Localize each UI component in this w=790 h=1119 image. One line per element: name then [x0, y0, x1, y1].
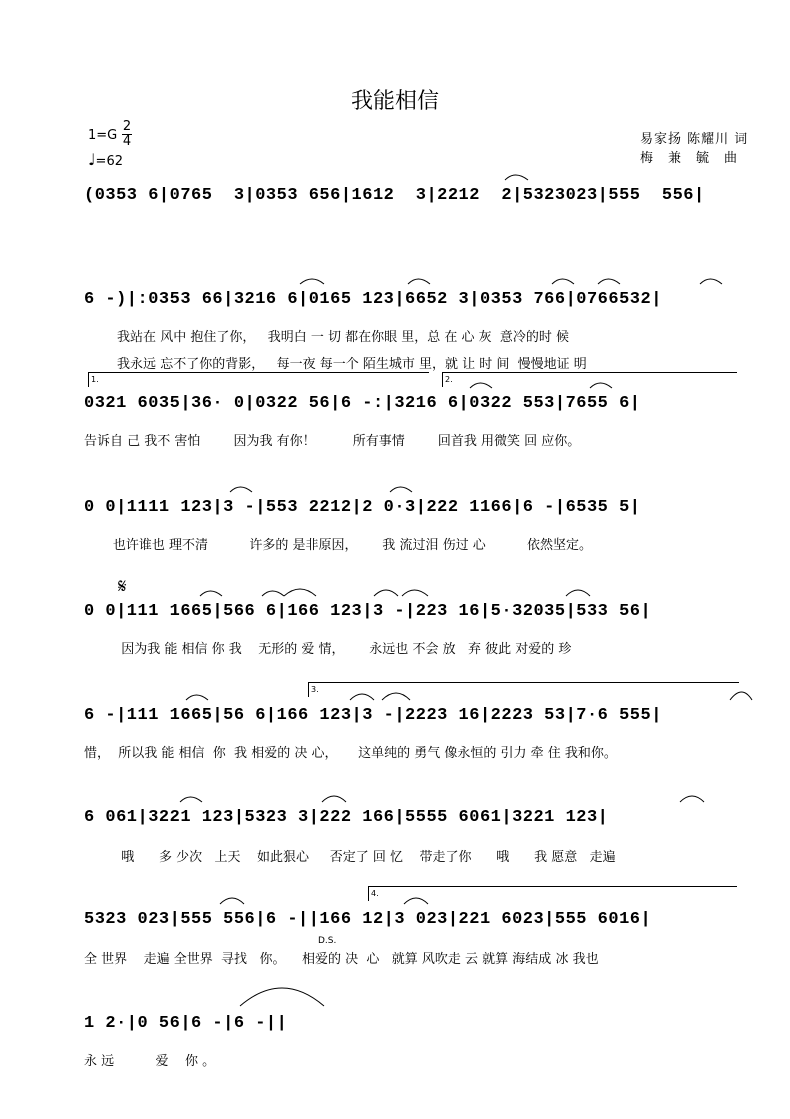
slur [180, 797, 202, 802]
lyric-row-8: 全 世界 走遍 全世界 寻找 你。 相爱的 决 心 就算 风吹走 云 就算 海结成 冰 我也 [84, 952, 599, 967]
quarter-note-icon: ♩ [88, 150, 96, 169]
slur [552, 279, 574, 284]
lyric-row-2a: 我站在 风中 抱住了你， 我明白 一 切 都在你眼 里，总 在 心 灰 意冷的时 候 [84, 330, 570, 345]
music-row-6: 6 -|111 1665|56 6|166 123|3 -|2223 16|2223 53|7·6 555| [84, 706, 662, 725]
time-bottom: 4 [122, 134, 132, 149]
slur [402, 590, 428, 596]
ds-marking: D.S. [318, 936, 337, 946]
slur [186, 695, 208, 700]
lyric-row-5: 因为我 能 相信 你 我 无形的 爱 情， 永远也 不会 放 弃 彼此 对爱的 珍 [84, 642, 572, 657]
ending-number-2: 2. [445, 375, 453, 384]
lyricist-credit: 易家扬 陈耀川 词 [640, 132, 749, 147]
music-row-9: 1 2·|0 56|6 -|6 -|| [84, 1014, 288, 1033]
lyric-row-3: 告诉自 己 我不 害怕 因为我 有你！ 所有事情 回首我 用微笑 回 应你。 [84, 434, 581, 449]
slur [680, 796, 704, 802]
slur [220, 898, 244, 904]
slur [322, 796, 346, 802]
page-title: 我能相信 [350, 89, 439, 114]
slur [374, 590, 398, 596]
slur [390, 487, 412, 492]
lyric-row-4: 也许谁也 理不清 许多的 是非原因， 我 流过泪 伤过 心 依然坚定。 [84, 538, 593, 553]
music-row-1: (0353 6|0765 3|0353 656|1612 3|2212 2|5323023|555 556| [84, 186, 705, 205]
slur [700, 279, 722, 284]
lyric-row-6: 惜， 所以我 能 相信 你 我 相爱的 决 心， 这单纯的 勇气 像永恒的 引力 牵 住 我和你。 [84, 746, 617, 761]
ending-number-1: 1. [91, 375, 99, 384]
lyric-row-9: 永 远 爱 你 。 [84, 1054, 216, 1069]
slur [382, 693, 410, 700]
slur [505, 175, 528, 180]
music-row-4: 0 0|1111 123|3 -|553 2212|2 0·3|222 1166|6 -|6535 5| [84, 498, 641, 517]
ending-number-3: 3. [311, 685, 319, 694]
slur [200, 591, 222, 596]
music-row-7: 6 061|3221 123|5323 3|222 166|5555 6061|3221 123| [84, 808, 609, 827]
music-row-5: 0 0|111 1665|566 6|166 123|3 -|223 16|5·32035|533 56| [84, 602, 652, 621]
lyric-row-7: 哦 多 少次 上天 如此狠心 否定了 回 忆 带走了你 哦 我 愿意 走遍 [84, 850, 616, 865]
segno-icon: 𝄋 [118, 574, 127, 598]
slur [598, 279, 620, 284]
slur [470, 383, 492, 388]
music-row-8: 5323 023|555 556|6 -||166 12|3 023|221 6023|555 6016| [84, 910, 652, 929]
slur [590, 383, 612, 388]
composer-credit: 梅 兼 毓 曲 [640, 151, 739, 166]
slur [240, 988, 324, 1006]
slur [404, 898, 428, 904]
lyric-row-2b: 我永远 忘不了你的背影， 每一夜 每一个 陌生城市 里，就 让 时 间 慢慢地证 明 [84, 357, 587, 372]
music-row-3: 0321 6035|36· 0|0322 56|6 -:|3216 6|0322 553|7655 6| [84, 394, 641, 413]
slur [300, 279, 324, 284]
slur [284, 589, 316, 596]
ending-number-4: 4. [371, 889, 379, 898]
slur [350, 694, 374, 700]
slur [566, 590, 590, 596]
tempo-value: =62 [95, 154, 123, 169]
slur [230, 487, 252, 492]
time-top: 2 [122, 119, 132, 134]
key-label: 1=G [88, 128, 118, 143]
slur [262, 591, 284, 596]
slur [730, 692, 752, 700]
slur [408, 279, 430, 284]
music-row-2: 6 -)|:0353 66|3216 6|0165 123|6652 3|0353 766|0766532| [84, 290, 662, 309]
